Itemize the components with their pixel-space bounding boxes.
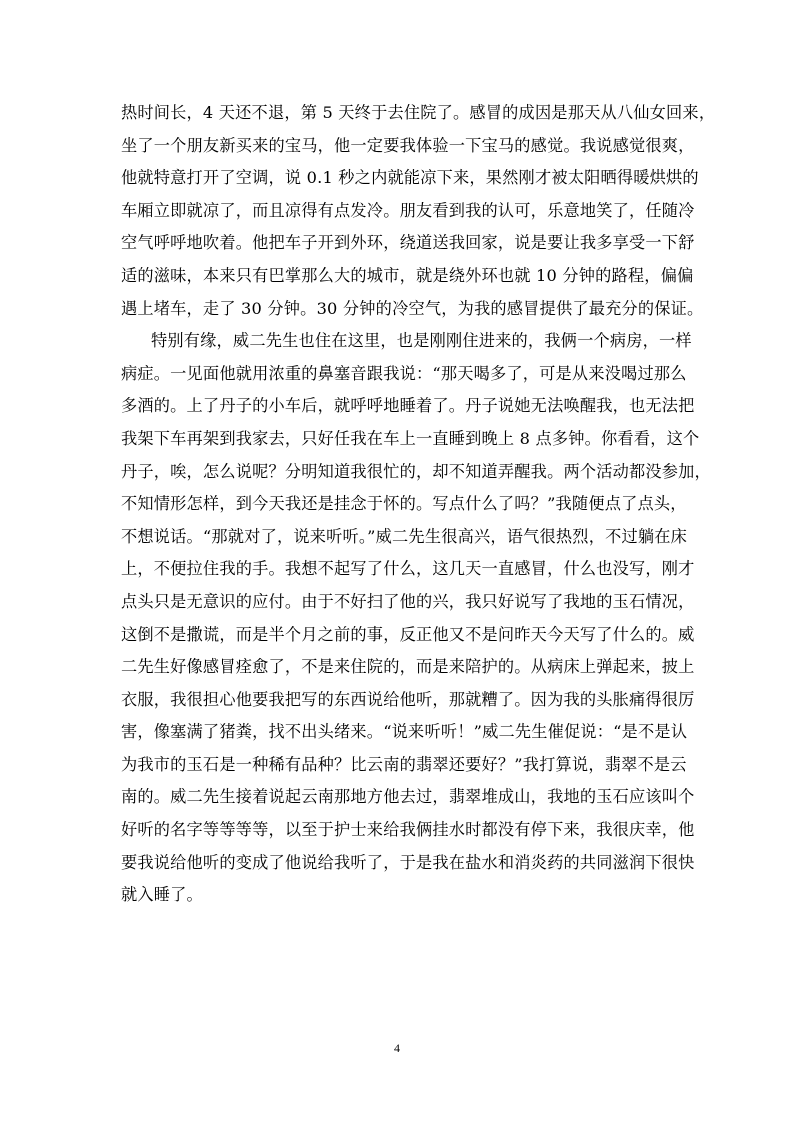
text-line: 空气呼呼地吹着。他把车子开到外环，绕道送我回家，说是要让我多享受一下舒 <box>121 233 695 253</box>
text-line: 多酒的。上了丹子的小车后，就呼呼地睡着了。丹子说她无法唤醒我，也无法把 <box>121 396 695 416</box>
text-line: 不知情形怎样，到今天我还是挂念于怀的。写点什么了吗？”我随便点了点头， <box>121 494 687 514</box>
paragraph-start-line: 特别有缘，威二先生也住在这里，也是刚刚住进来的，我俩一个病房，一样 <box>151 331 692 351</box>
text-line: 坐了一个朋友新买来的宝马，他一定要我体验一下宝马的感觉。我说感觉很爽， <box>121 135 695 155</box>
text-line: 适的滋味，本来只有巴掌那么大的城市，就是绕外环也就 10 分钟的路程，偏偏 <box>121 265 694 285</box>
page-number: 4 <box>394 1041 400 1055</box>
text-line: 我架下车再架到我家去，只好任我在车上一直睡到晚上 8 点多钟。你看看，这个 <box>121 428 700 448</box>
text-line: 害，像塞满了猪粪，找不出头绪来。“说来听听！”威二先生催促说：“是不是认 <box>121 722 688 742</box>
text-line: 衣服，我很担心他要我把写的东西说给他听，那就糟了。因为我的头胀痛得很厉 <box>121 689 695 709</box>
text-line: 好听的名字等等等等，以至于护士来给我俩挂水时都没有停下来，我很庆幸，他 <box>121 820 695 840</box>
text-line: 点头只是无意识的应付。由于不好扫了他的兴，我只好说写了我地的玉石情况， <box>121 591 695 611</box>
text-line: 丹子，唉，怎么说呢？分明知道我很忙的，却不知道弄醒我。两个活动都没参加， <box>121 461 711 481</box>
text-line: 车厢立即就凉了，而且凉得有点发冷。朋友看到我的认可，乐意地笑了，任随冷 <box>121 200 695 220</box>
text-line: 就入睡了。 <box>121 885 203 905</box>
text-line: 热时间长，4 天还不退，第 5 天终于去住院了。感冒的成因是那天从八仙女回来， <box>121 103 716 122</box>
body-text <box>121 97 716 912</box>
text-line: 为我市的玉石是一种稀有品种？比云南的翡翠还要好？”我打算说，翡翠不是云 <box>121 754 687 774</box>
text-line: 不想说话。“那就对了，说来听听。”威二先生很高兴，语气很热烈，不过躺在床 <box>121 526 688 546</box>
text-line: 二先生好像感冒痊愈了，不是来住院的，而是来陪护的。从病床上弹起来，披上 <box>121 657 695 677</box>
text-line: 病症。一见面他就用浓重的鼻塞音跟我说：“那天喝多了，可是从来没喝过那么 <box>121 363 687 383</box>
text-line: 这倒不是撒谎，而是半个月之前的事，反正他又不是问昨天今天写了什么的。威 <box>121 624 695 644</box>
text-line: 南的。威二先生接着说起云南那地方他去过，翡翠堆成山，我地的玉石应该叫个 <box>121 787 695 807</box>
text-line: 上，不便拉住我的手。我想不起写了什么，这几天一直感冒，什么也没写，刚才 <box>121 559 695 579</box>
text-line: 遇上堵车，走了 30 分钟。30 分钟的冷空气，为我的感冒提供了最充分的保证。 <box>121 298 704 318</box>
text-line: 他就特意打开了空调，说 0.1 秒之内就能凉下来，果然刚才被太阳晒得暖烘烘的 <box>121 168 699 188</box>
text-line: 要我说给他听的变成了他说给我听了，于是我在盐水和消炎药的共同滋润下很快 <box>121 852 695 872</box>
